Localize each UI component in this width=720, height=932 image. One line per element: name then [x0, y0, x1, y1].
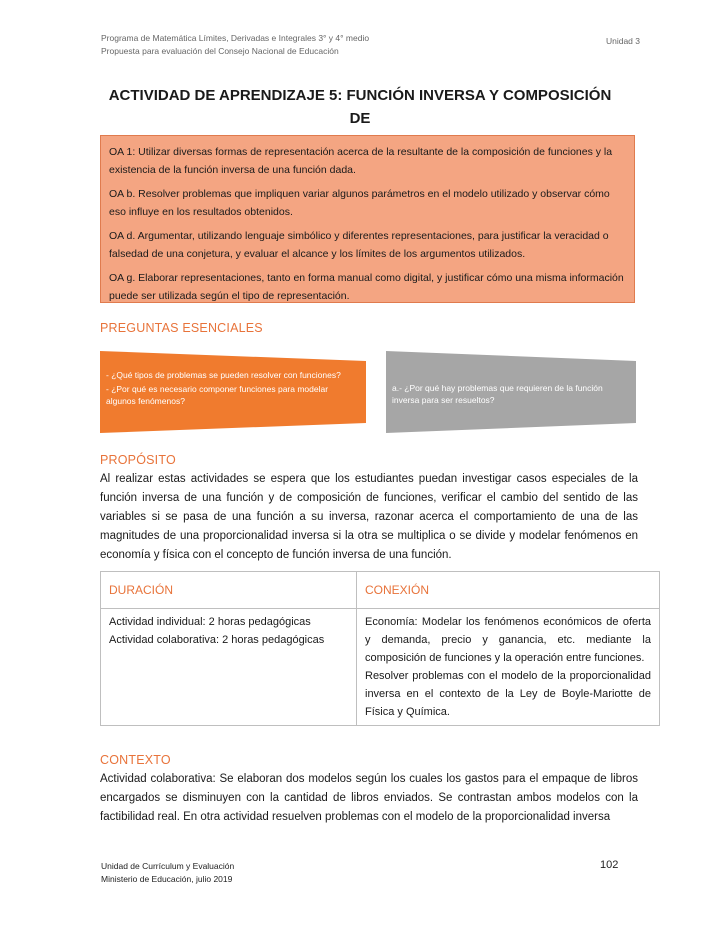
- essential-questions-heading: PREGUNTAS ESENCIALES: [100, 321, 263, 335]
- duration-connection-table: [100, 571, 660, 726]
- learning-objectives-box: [100, 135, 635, 303]
- duration-individual: Actividad individual: 2 horas pedagógicas: [109, 616, 311, 628]
- connection-physics: Resolver problemas con el modelo de la proporcionalidad inversa en el contexto de la Ley de Boyle-Mariotte de Física y Química.: [365, 670, 651, 718]
- duration-header: DURACIÓN: [101, 572, 357, 609]
- table-row: [101, 609, 660, 726]
- footer-unit: Unidad de Currículum y Evaluación: [101, 861, 235, 871]
- duration-cell: [101, 609, 357, 726]
- header-proposal: Propuesta para evaluación del Consejo Nacional de Educación: [101, 46, 339, 56]
- objective-b: OA b. Resolver problemas que impliquen variar algunos parámetros en el modelo utilizado y observar cómo eso influye en los resultados obtenidos.: [109, 188, 610, 218]
- table-header-row: [101, 572, 660, 609]
- title-line-1: ACTIVIDAD DE APRENDIZAJE 5: FUNCIÓN INVERSA Y COMPOSICIÓN DE: [108, 87, 612, 127]
- objective-1: OA 1: Utilizar diversas formas de representación acerca de la resultante de la composición de funciones y la existencia de la función inversa de una función dada.: [109, 146, 613, 176]
- connection-cell: [357, 609, 660, 726]
- header-unit: Unidad 3: [605, 36, 640, 46]
- connection-economy: Economía: Modelar los fenómenos económicos de oferta y demanda, precio y ganancia, etc. mediante la composición de funciones y la operación entre funciones.: [365, 616, 651, 664]
- purpose-text: Al realizar estas actividades se espera que los estudiantes puedan investigar casos especiales de la función inversa de una función y de composición de funciones, verificar el cambio del sentido de las variables si se pasa de una función a su inversa, razonar acerca el comportamiento de una de las magnitudes de una proporcionalidad inversa si la otra se multiplica o se divide y modelar fenómenos en economía y física con el concepto de función inversa de una función.: [100, 473, 638, 561]
- objective-d: OA d. Argumentar, utilizando lenguaje simbólico y diferentes representaciones, para justificar la veracidad o falsedad de una conjetura, y evaluar el alcance y los límites de los argumentos utilizados.: [109, 230, 609, 260]
- connection-header: CONEXIÓN: [357, 572, 660, 609]
- purpose-heading: PROPÓSITO: [100, 453, 176, 467]
- context-heading: CONTEXTO: [100, 753, 171, 767]
- duration-collaborative: Actividad colaborativa: 2 horas pedagógicas: [109, 634, 325, 646]
- essential-questions-left: [106, 369, 346, 407]
- header-program: Programa de Matemática Límites, Derivadas e Integrales 3° y 4° medio: [101, 33, 370, 43]
- essential-question-1: - ¿Qué tipos de problemas se pueden resolver con funciones?: [106, 370, 341, 380]
- objective-g: OA g. Elaborar representaciones, tanto en forma manual como digital, y justificar cómo una misma información puede ser utilizada según el tipo de representación.: [109, 272, 624, 302]
- footer-ministry: Ministerio de Educación, julio 2019: [101, 874, 233, 884]
- essential-question-3: a.- ¿Por qué hay problemas que requieren de la función inversa para ser resueltos?: [392, 383, 603, 405]
- context-text: Actividad colaborativa: Se elaboran dos modelos según los cuales los gastos para el empaque de libros encargados se disminuyen con la cantidad de libros enviados. Se contrastan ambos modelos con la factibilidad real. En otra actividad resuelven problemas con el modelo de la proporcionalidad inversa: [100, 773, 638, 823]
- page-number: 102: [600, 859, 619, 871]
- essential-question-2: - ¿Por qué es necesario componer funciones para modelar algunos fenómenos?: [106, 384, 329, 406]
